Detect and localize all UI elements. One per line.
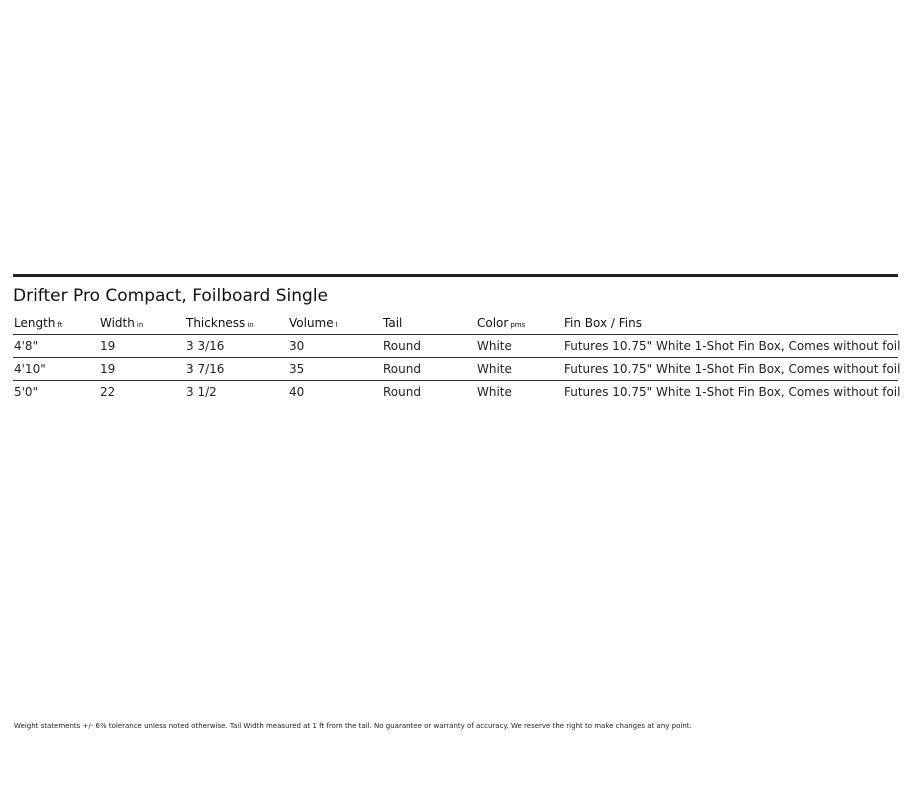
cell-width: 19 xyxy=(99,358,185,381)
header-tail xyxy=(382,312,476,335)
header-label: Length xyxy=(14,316,56,330)
cell-length: 4'8" xyxy=(13,335,99,358)
spec-table xyxy=(13,312,901,403)
cell-fin-box: Futures 10.75" White 1-Shot Fin Box, Comes without foil xyxy=(564,385,901,399)
header-color xyxy=(476,312,563,335)
header-volume xyxy=(288,312,382,335)
cell-tail: Round xyxy=(382,358,476,381)
top-rule xyxy=(13,274,898,277)
header-label: Color xyxy=(477,316,509,330)
footer-disclaimer: Weight statements +/- 6% tolerance unless noted otherwise. Tail Width measured at 1 ft from the tail. No guarantee or warranty of accuracy. We reserve the right to make changes at any point. xyxy=(14,722,692,730)
cell-volume: 40 xyxy=(289,385,305,399)
cell-length: 5'0" xyxy=(14,385,39,399)
cell-thickness: 3 7/16 xyxy=(185,358,288,381)
table-row xyxy=(13,335,898,358)
cell-width: 19 xyxy=(99,335,185,358)
table-row xyxy=(13,358,898,381)
cell-thickness: 3 3/16 xyxy=(185,335,288,358)
header-unit: pms xyxy=(510,321,526,329)
table-row xyxy=(13,381,898,404)
cell-thickness: 3 1/2 xyxy=(186,385,217,399)
cell-volume: 35 xyxy=(288,358,382,381)
cell-length: 4'10" xyxy=(13,358,99,381)
header-length xyxy=(13,312,99,335)
header-label: Thickness xyxy=(186,316,246,330)
cell-width: 22 xyxy=(100,385,116,399)
cell-color: White xyxy=(477,385,512,399)
header-label: Fin Box / Fins xyxy=(564,316,642,330)
cell-fin-box: Futures 10.75" White 1-Shot Fin Box, Comes without foil xyxy=(563,358,898,381)
header-thickness xyxy=(185,312,288,335)
cell-tail: Round xyxy=(383,385,421,399)
header-label: Width xyxy=(100,316,135,330)
header-unit: ft xyxy=(57,321,63,329)
table-header-row xyxy=(13,312,898,335)
product-title: Drifter Pro Compact, Foilboard Single xyxy=(13,286,329,306)
cell-tail: Round xyxy=(382,335,476,358)
header-fin-box xyxy=(563,312,898,335)
header-unit: l xyxy=(335,321,338,329)
header-unit: in xyxy=(247,321,254,329)
spec-sheet xyxy=(13,274,901,403)
cell-fin-box: Futures 10.75" White 1-Shot Fin Box, Comes without foil xyxy=(563,335,898,358)
header-label: Volume xyxy=(289,316,334,330)
cell-color: White xyxy=(476,335,563,358)
cell-color: White xyxy=(476,358,563,381)
header-width xyxy=(99,312,185,335)
header-label: Tail xyxy=(383,316,403,330)
header-unit: in xyxy=(136,321,144,329)
cell-volume: 30 xyxy=(288,335,382,358)
